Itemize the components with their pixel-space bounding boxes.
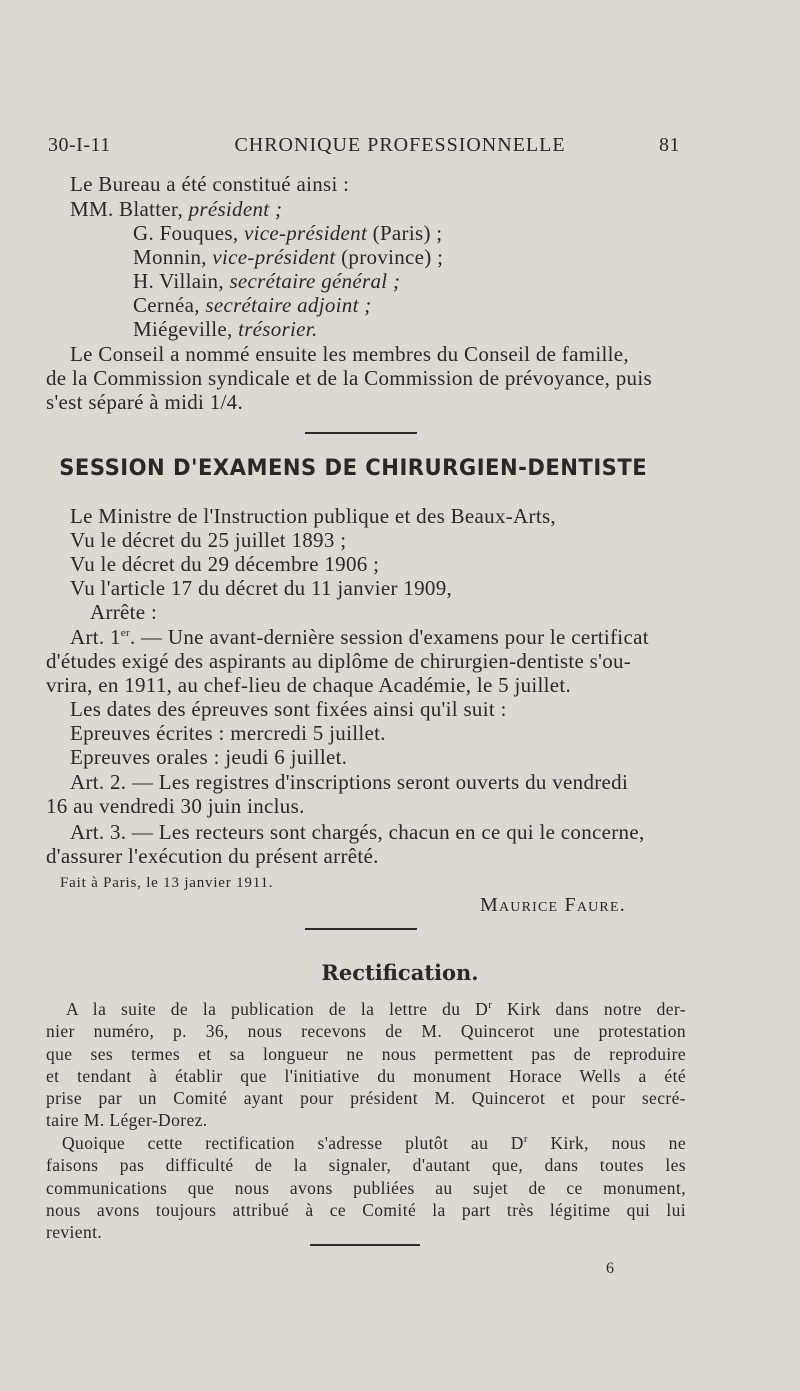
bureau-member: G. Fouques, vice-président (Paris) ; (133, 221, 443, 245)
section-divider (305, 928, 417, 930)
place-date: Fait à Paris, le 13 janvier 1911. (60, 875, 274, 891)
signature-mark: 6 (606, 1260, 614, 1277)
article-2-line: Art. 2. — Les registres d'inscriptions seront ouverts du vendredi (70, 770, 629, 794)
session-line: Vu le décret du 29 décembre 1906 ; (70, 552, 380, 576)
dates-line: Epreuves orales : jeudi 6 juillet. (70, 745, 348, 769)
section-divider (305, 432, 417, 434)
header-page-number: 81 (659, 134, 680, 156)
article-1-line: d'études exigé des aspirants au diplôme de chirurgien-dentiste s'ou- (46, 649, 632, 673)
rectification-paragraph-2: Quoique cette rectification s'adresse plutôt au $D^r$ Kirk, nous ne faisons pas difficulté de la signaler, d'autant que, dans toutes les communications que nous avons publiées au sujet de ce monument, nous avons toujours attribué à ce Comité la part très légitime qui lui revient. (46, 1133, 686, 1243)
section-divider (310, 1244, 420, 1246)
session-line: Vu le décret du 25 juillet 1893 ; (70, 528, 347, 552)
bureau-member: MM. Blatter, président ; (70, 197, 283, 221)
session-line: Le Ministre de l'Instruction publique et des Beaux-Arts, (70, 504, 556, 528)
session-line: Vu l'article 17 du décret du 11 janvier 1909, (70, 576, 453, 600)
article-1-line: vrira, en 1911, au chef-lieu de chaque Académie, le 5 juillet. (46, 673, 572, 697)
bureau-conclusion-line: s'est séparé à midi 1/4. (46, 390, 244, 414)
bureau-member: H. Villain, secrétaire général ; (133, 269, 401, 293)
bureau-conclusion-line: de la Commission syndicale et de la Commission de prévoyance, puis (46, 366, 652, 390)
section-heading-session: SESSION D'EXAMENS DE CHIRURGIEN-DENTISTE (59, 456, 648, 481)
bureau-member: Monnin, vice-président (province) ; (133, 245, 444, 269)
bureau-member: Miégeville, trésorier. (133, 317, 318, 341)
bureau-intro: Le Bureau a été constitué ainsi : (70, 172, 350, 196)
bureau-conclusion-line: Le Conseil a nommé ensuite les membres du Conseil de famille, (70, 342, 629, 366)
rectification-paragraph-1: A la suite de la publication de la lettre du $D^r$ Kirk dans notre der- nier numéro, p. 36, nous recevons de M. Quincerot une protestation que ses termes et sa longueur ne nous permettent pas de reproduire et tendant à établir que l'initiative du monument Horace Wells a été prise par un Comité ayant pour président M. Quincerot et pour secré- taire M. Léger-Dorez. (46, 999, 686, 1131)
header-date: 30-I-11 (48, 134, 111, 156)
article-3-line: Art. 3. — Les recteurs sont chargés, chacun en ce qui le concerne, (70, 820, 645, 844)
section-heading-rectification: Rectification. (321, 960, 479, 985)
signature: Maurice Faure. (480, 894, 626, 916)
dates-line: Epreuves écrites : mercredi 5 juillet. (70, 721, 386, 745)
article-2-line: 16 au vendredi 30 juin inclus. (46, 794, 305, 818)
session-arrete: Arrête : (90, 600, 158, 624)
article-1: Art. 1er. — Une avant-dernière session d'examens pour le certificat (70, 625, 649, 649)
bureau-member: Cernéa, secrétaire adjoint ; (133, 293, 372, 317)
header-title: CHRONIQUE PROFESSIONNELLE (234, 134, 566, 156)
article-3-line: d'assurer l'exécution du présent arrêté. (46, 844, 379, 868)
dates-line: Les dates des épreuves sont fixées ainsi qu'il suit : (70, 697, 507, 721)
